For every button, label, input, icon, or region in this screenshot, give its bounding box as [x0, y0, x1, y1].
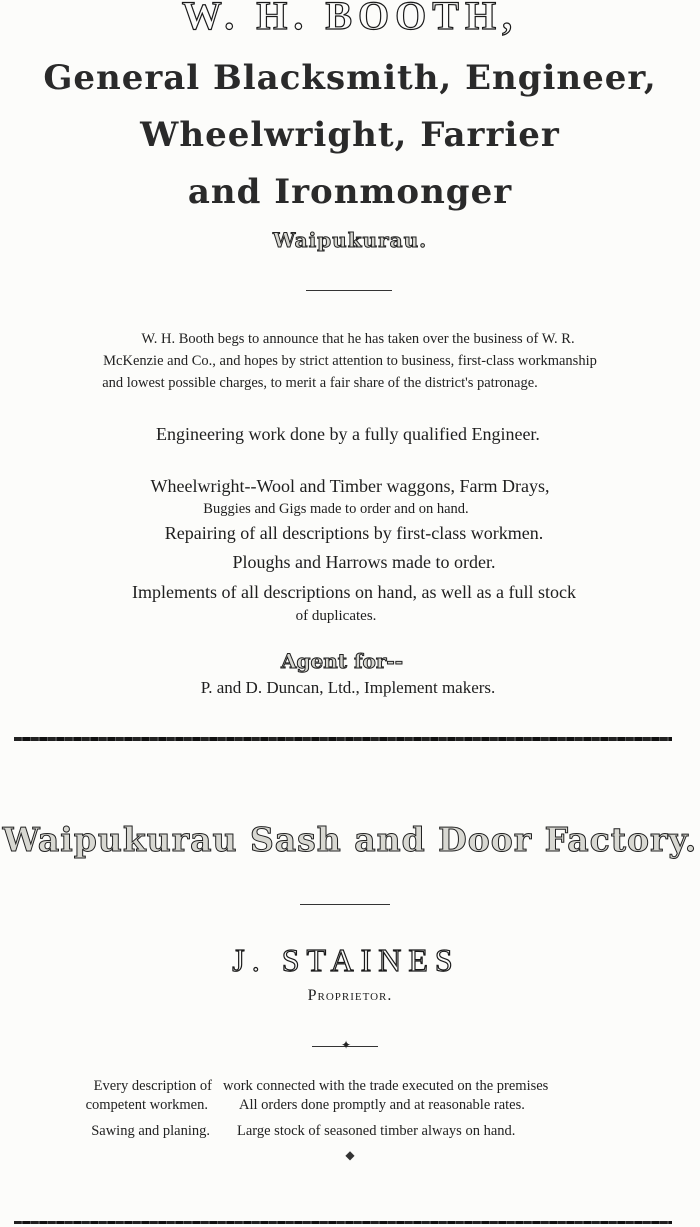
engineering-line: Engineering work done by a fully qualified Engineer.: [156, 424, 540, 444]
factory-title: Waipukurau Sash and Door Factory.: [2, 820, 698, 859]
proprietor: Proprietor.: [307, 987, 393, 1004]
agent-name: P. and D. Duncan, Ltd., Implement makers.: [200, 678, 496, 697]
ornament-mark: ◆: [345, 1148, 355, 1162]
row-3-left: Sawing and planing.: [91, 1123, 210, 1139]
bottom-divider: [14, 1221, 672, 1224]
implements-line-1: Implements of all descriptions on hand, as well as a full stock: [132, 582, 576, 602]
staines-name: J. STAINES: [232, 942, 460, 978]
row-2-right: All orders done promptly and at reasonable rates.: [239, 1097, 525, 1113]
announce-line-3: and lowest possible charges, to merit a fair share of the district's patronage.: [102, 375, 538, 391]
row-2-left: competent workmen.: [85, 1097, 208, 1113]
booth-trade-line-2: Wheelwright, Farrier: [140, 115, 560, 155]
wheelwright-line-2: Buggies and Gigs made to order and on hand.: [203, 501, 469, 517]
repairing-line: Repairing of all descriptions by first-class workmen.: [164, 523, 544, 543]
ploughs-line: Ploughs and Harrows made to order.: [232, 552, 496, 572]
divider-ornament-glyph: ✦: [340, 1038, 352, 1052]
section-divider: [14, 737, 672, 741]
row-3-right: Large stock of seasoned timber always on hand.: [237, 1123, 516, 1139]
booth-town: Waipukurau.: [272, 228, 428, 252]
booth-name: W. H. BOOTH,: [181, 0, 519, 38]
row-1-left: Every description of: [93, 1078, 212, 1094]
announce-line-2: McKenzie and Co., and hopes by strict attention to business, first-class workmanship: [103, 353, 597, 369]
announce-line-1: W. H. Booth begs to announce that he has taken over the business of W. R.: [141, 331, 575, 347]
booth-trade-line-1: General Blacksmith, Engineer,: [43, 58, 657, 98]
implements-line-2: of duplicates.: [295, 608, 377, 624]
booth-trade-line-3: and Ironmonger: [187, 172, 513, 212]
row-1-right: work connected with the trade executed on the premises: [223, 1078, 549, 1094]
agent-heading: Agent for--: [280, 649, 404, 673]
divider-short: [306, 290, 392, 291]
divider-short-2: [300, 904, 390, 905]
wheelwright-line-1: Wheelwright--Wool and Timber waggons, Farm Drays,: [150, 476, 550, 496]
